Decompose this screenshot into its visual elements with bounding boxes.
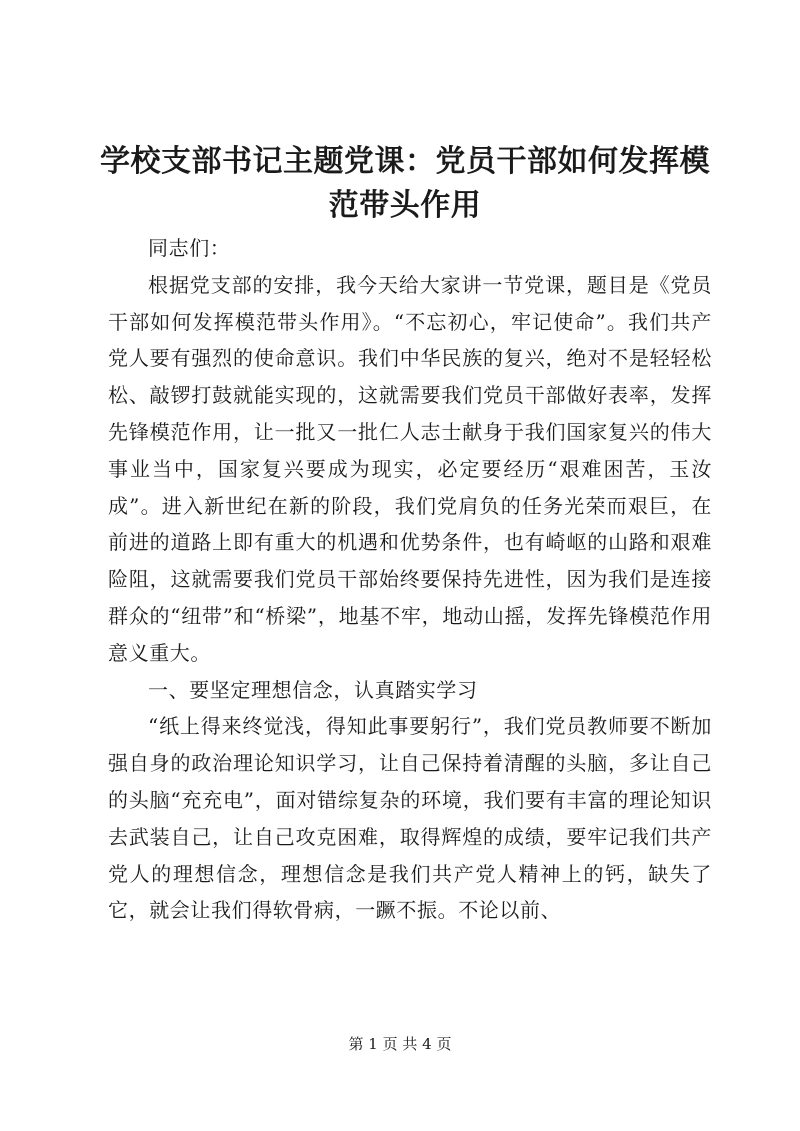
title-line-2: 范带头作用 (328, 188, 482, 223)
page-footer (0, 1034, 800, 1054)
paragraph-section-1: “纸上得来终觉浅，得知此事要躬行”，我们党员教师要不断加强自身的政治理论知识学习，让自己保持着清醒的头脑，多让自己的头脑“充充电”，面对错综复杂的环境，我们要有丰富的理论知识去武装自己，让自己攻克困难，取得辉煌的成绩，要牢记我们共产党人的理想信念，理想信念是我们共产党人精神上的钙，缺失了它，就会让我们得软骨病，一蹶不振。不论以前、 (108, 714, 712, 923)
title-line-1: 学校支部书记主题党课：党员干部如何发挥模 (100, 144, 710, 179)
salutation: 同志们： (148, 236, 231, 260)
section-heading-1: 一、要坚定理想信念，认真踏实学习 (148, 677, 478, 702)
document-title (100, 140, 710, 228)
paragraph-intro: 根据党支部的安排，我今天给大家讲一节党课，题目是《党员干部如何发挥模范带头作用》。“不忘初心，牢记使命”。我们共产党人要有强烈的使命意识。我们中华民族的复兴，绝对不是轻轻松松、敲锣打鼓就能实现的，这就需要我们党员干部做好表率，发挥先锋模范作用，让一批又一批仁人志士献身于我们国家复兴的伟大事业当中，国家复兴要成为现实，必定要经历“艰难困苦，玉汝成”。进入新世纪在新的阶段，我们党肩负的任务光荣而艰巨，在前进的道路上即有重大的机遇和优势条件，也有崎岖的山路和艰难险阻，这就需要我们党员干部始终要保持先进性，因为我们是连接群众的“纽带”和“桥梁”，地基不牢，地动山摇，发挥先锋模范作用意义重大。 (108, 272, 712, 665)
page-indicator: 第 1 页 共 4 页 (348, 1035, 452, 1053)
document-body (108, 230, 712, 929)
